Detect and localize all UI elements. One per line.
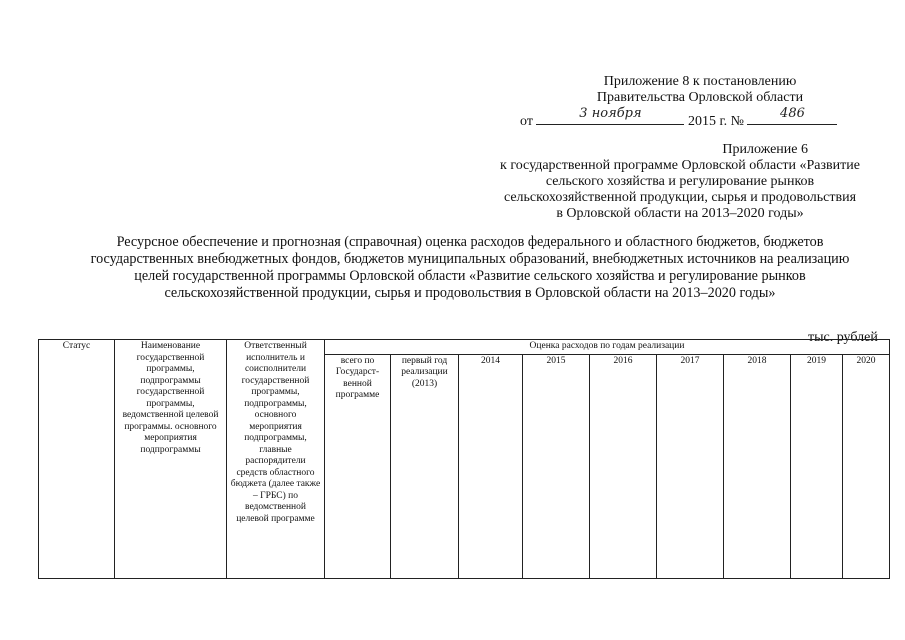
appendix-8-line1: Приложение 8 к постановлению	[603, 74, 797, 89]
date-prefix: от	[520, 114, 533, 129]
handwritten-date: 3 ноября	[579, 106, 642, 121]
title-line3: целей государственной программы Орловской области «Развитие сельского хозяйства и регулирование рынков	[134, 268, 806, 284]
year-text: 2015 г. №	[687, 114, 744, 129]
header-total: всего по Государст-венной программе	[325, 354, 391, 579]
appendix-6-line4: сельскохозяйственной продукции, сырья и продовольствия	[503, 190, 857, 205]
number-blank	[747, 106, 837, 125]
table-header-row-1	[39, 340, 890, 355]
unit-label: тыс. рублей	[808, 330, 878, 345]
title-line1: Ресурсное обеспечение и прогнозная (справочная) оценка расходов федерального и областного бюджетов, бюджетов	[116, 234, 824, 250]
resolution-date-line	[520, 106, 837, 130]
header-estimate-group: Оценка расходов по годам реализации	[325, 340, 890, 355]
appendix-6-line5: в Орловской области на 2013–2020 годы»	[556, 206, 804, 221]
header-year: 2019	[791, 354, 843, 579]
header-status: Статус	[39, 340, 115, 579]
document-title	[40, 234, 900, 302]
title-line2: государственных внебюджетных фондов, бюджетов муниципальных образований, внебюджетных источников на реализацию	[90, 251, 850, 267]
header-responsible: Ответственный исполнитель и соисполнители государственной программы, подпрограммы, основного мероприятия подпрограммы, главные распорядители средств областного бюджета (далее также – ГРБС) по ведомственной целевой программе	[227, 340, 325, 579]
header-year: 2014	[459, 354, 523, 579]
resource-table	[38, 339, 890, 579]
header-name: Наименование государственной программы, подпрограммы государственной программы, ведомственной целевой программы. основного мероприятия подпрограммы	[115, 340, 227, 579]
header-year: 2016	[590, 354, 657, 579]
appendix-8-header	[500, 74, 900, 106]
appendix-6-line3: сельского хозяйства и регулирование рынков	[545, 174, 815, 189]
header-year: 2018	[724, 354, 791, 579]
header-year: 2015	[523, 354, 590, 579]
header-first-year: первый год реализации (2013)	[391, 354, 459, 579]
date-blank	[536, 106, 684, 125]
appendix-6-line1: Приложение 6	[722, 142, 808, 157]
header-year: 2017	[657, 354, 724, 579]
appendix-8-line2: Правительства Орловской области	[596, 90, 804, 105]
appendix-6-line2: к государственной программе Орловской области «Развитие	[500, 158, 860, 173]
appendix-6-header	[470, 142, 890, 222]
title-line4: сельскохозяйственной продукции, сырья и продовольствия в Орловской области на 2013–2020 годы»	[164, 285, 776, 301]
handwritten-number: 486	[780, 106, 805, 121]
header-year: 2020	[843, 354, 890, 579]
